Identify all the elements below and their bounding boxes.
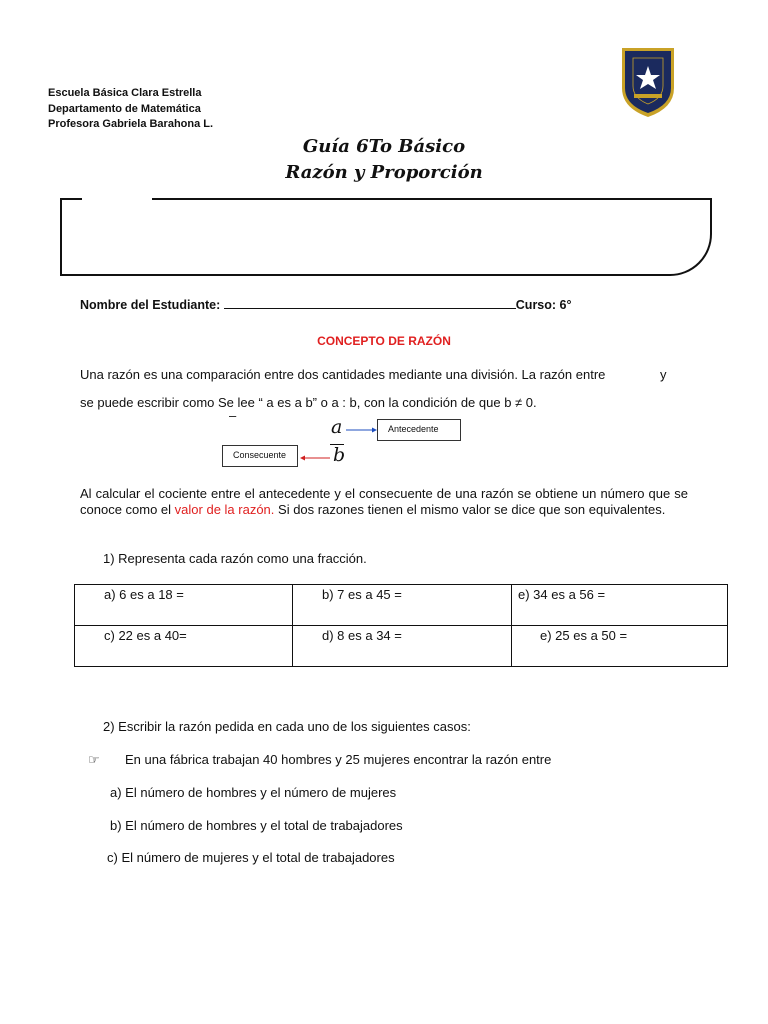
objectives-box bbox=[60, 198, 712, 276]
course-label: Curso: 6° bbox=[515, 298, 572, 312]
student-name-blank[interactable] bbox=[224, 297, 516, 309]
school-info bbox=[48, 86, 213, 133]
table-cell[interactable]: d) 8 es a 34 = bbox=[293, 626, 512, 667]
fraction-numerator: a bbox=[331, 416, 343, 438]
exercise-2-prompt: 2) Escribir la razón pedida en cada uno de los siguientes casos: bbox=[103, 719, 471, 734]
school-crest-logo bbox=[618, 44, 678, 120]
exercise-2-item: a) El número de hombres y el número de mujeres bbox=[110, 785, 397, 800]
table-cell[interactable]: e) 25 es a 50 = bbox=[512, 626, 728, 667]
intro-line-2: se puede escribir como Se lee “ a es a b” o a : b, con la condición de que b ≠ 0. bbox=[80, 395, 537, 410]
exercise-2-item: b) El número de hombres y el total de trabajadores bbox=[110, 818, 403, 833]
fraction-denominator: b bbox=[333, 444, 346, 466]
student-row bbox=[80, 297, 571, 312]
department-name: Departamento de Matemática bbox=[48, 102, 201, 115]
exercise-2-item: c) El número de mujeres y el total de trabajadores bbox=[107, 850, 395, 865]
consequent-label: Consecuente bbox=[222, 445, 298, 467]
table-cell[interactable]: c) 22 es a 40= bbox=[75, 626, 293, 667]
worksheet-title: Guía 6To Básico bbox=[302, 136, 466, 157]
paragraph-text-after: Si dos razones tienen el mismo valor se dice que son equivalentes. bbox=[274, 502, 666, 517]
ratio-value-paragraph bbox=[80, 486, 688, 518]
table-row bbox=[75, 626, 728, 667]
exercise-1-prompt: 1) Representa cada razón como una fracción. bbox=[103, 551, 367, 566]
intro-line-1: Una razón es una comparación entre dos cantidades mediante una división. La razón entre bbox=[80, 367, 606, 382]
student-name-label: Nombre del Estudiante: bbox=[80, 298, 221, 312]
box-gap bbox=[82, 195, 152, 201]
exercise-2-statement: En una fábrica trabajan 40 hombres y 25 mujeres encontrar la razón entre bbox=[125, 752, 552, 767]
intro-line-1-end: y bbox=[660, 367, 667, 382]
worksheet-subtitle: Razón y Proporción bbox=[285, 162, 483, 183]
table-cell[interactable]: b) 7 es a 45 = bbox=[293, 585, 512, 626]
school-name: Escuela Básica Clara Estrella bbox=[48, 87, 202, 99]
table-row bbox=[75, 585, 728, 626]
antecedent-label: Antecedente bbox=[377, 419, 461, 441]
exercise-1-table bbox=[74, 584, 728, 667]
pointing-hand-icon: ☞ bbox=[88, 752, 100, 767]
stray-dash: – bbox=[229, 408, 237, 423]
table-cell[interactable]: a) 6 es a 18 = bbox=[75, 585, 293, 626]
teacher-name: Profesora Gabriela Barahona L. bbox=[48, 118, 214, 130]
section-title: CONCEPTO DE RAZÓN bbox=[317, 334, 451, 348]
fraction-arrows bbox=[290, 418, 390, 466]
paragraph-highlight: valor de la razón. bbox=[174, 502, 275, 517]
table-cell[interactable]: e) 34 es a 56 = bbox=[512, 585, 728, 626]
paragraph-text-before: Al calcular el cociente entre el antecedente y el consecuente de una razón se obtiene un número que se conoce como el bbox=[80, 486, 688, 517]
